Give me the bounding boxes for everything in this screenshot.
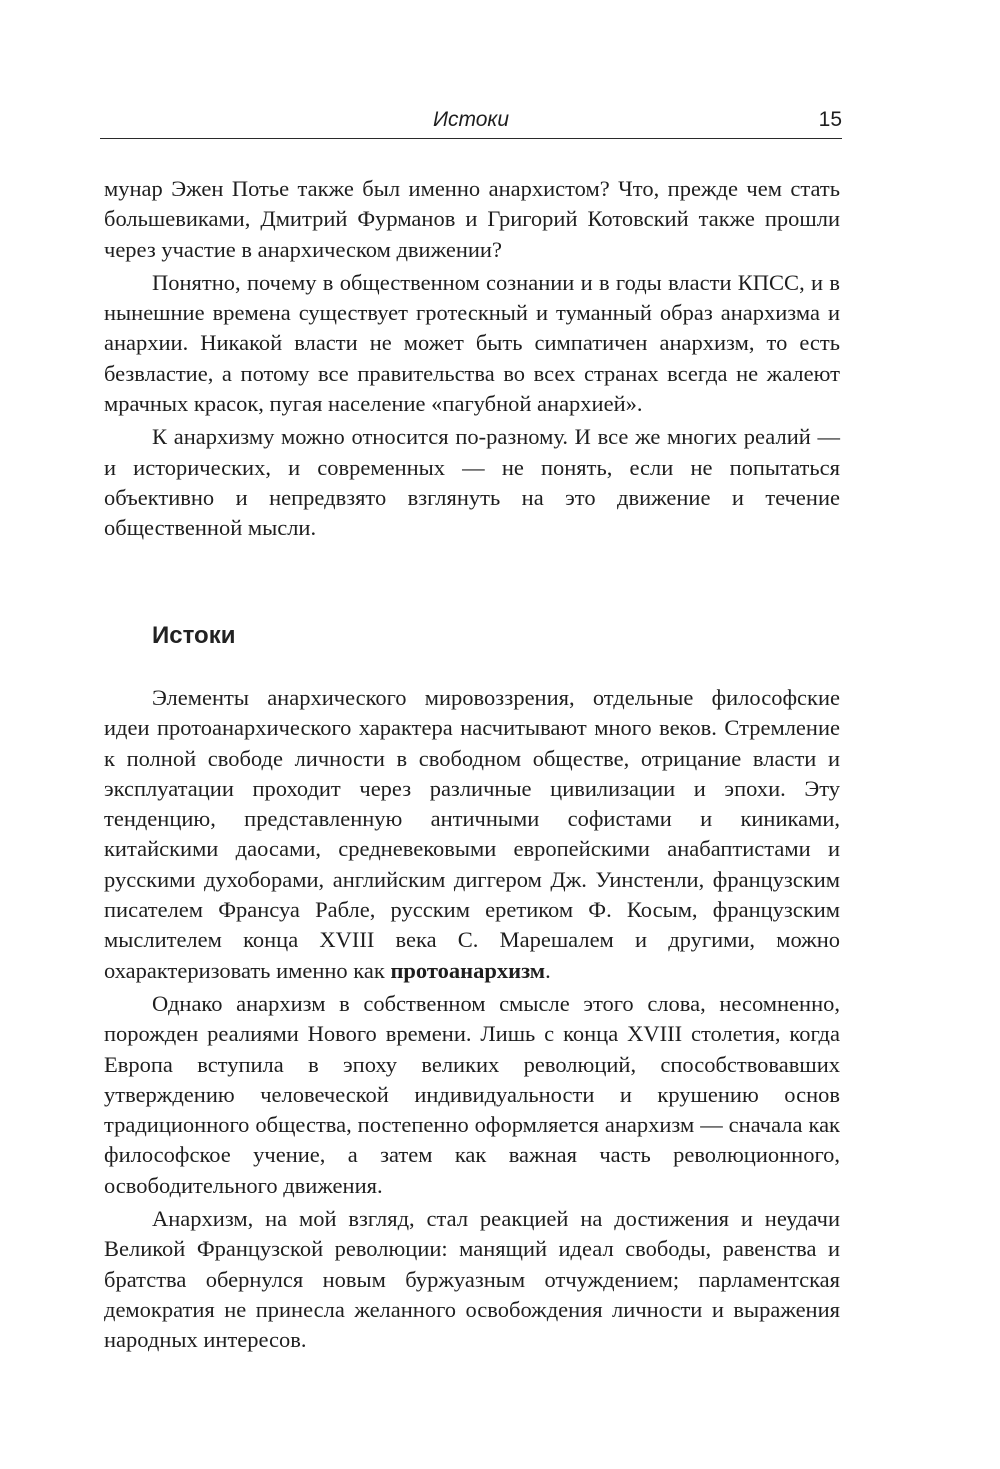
section-heading: Истоки	[152, 622, 236, 649]
paragraph: Однако анархизм в собственном смысле этого слова, несомненно, порожден реалиями Нового времени. Лишь с конца XVIII столетия, когда Европа вступила в эпоху великих революций, способствовавших утверждению человеческой индивидуальности и крушению основ традиционного общества, постепенно оформляется анархизм — сначала как философское учение, а затем как важная часть революционного, освободительного движения.	[104, 990, 840, 1198]
paragraph	[104, 683, 840, 986]
running-head	[100, 104, 842, 139]
paragraph-continued: мунар Эжен Потье также был именно анархистом? Что, прежде чем стать большевиками, Дмитрий Фурманов и Григорий Котовский также прошли через участие в анархическом движении?	[104, 176, 840, 262]
bold-term: протоанархизм	[390, 957, 546, 983]
page-number: 15	[818, 108, 842, 131]
section-body	[104, 683, 840, 1356]
paragraph: К анархизму можно относится по-разному. И все же многих реалий — и исторических, и современных — не понять, если не попытаться объективно и непредвзято взглянуть на это движение и течение общественной мысли.	[104, 424, 840, 541]
continued-text	[104, 174, 840, 544]
running-title: Истоки	[432, 108, 510, 131]
paragraph-text: Элементы анархического мировоззрения, отдельные философские идеи протоанархического характера насчитывают много веков. Стремление к полной свободе личности в свободном обществе, отрицание власти и эксплуатации проходит через различные цивилизации и эпохи. Эту тенденцию, представленную античными софистами и киниками, китайскими даосами, средневековыми европейскими анабаптистами и русскими духоборами, английским диггером Дж. Уинстенли, французским писателем Франсуа Рабле, русским еретиком Ф. Косым, французским мыслителем конца XVIII века С. Марешалем и другими, можно охарактеризовать именно как	[104, 685, 840, 983]
paragraph: Анархизм, на мой взгляд, стал реакцией на достижения и неудачи Великой Французской революции: манящий идеал свободы, равенства и братства обернулся новым буржуазным отчуждением; парламентская демократия не принесла желанного освобождения личности и выражения народных интересов.	[104, 1206, 840, 1353]
paragraph-end: .	[545, 957, 551, 983]
paragraph: Понятно, почему в общественном сознании и в годы власти КПСС, и в нынешние времена существует гротескный и туманный образ анархизма и анархии. Никакой власти не может быть симпатичен анархизм, то есть безвластие, а потому все правительства во всех странах всегда не жалеют мрачных красок, пугая население «пагубной анархией».	[104, 269, 840, 417]
